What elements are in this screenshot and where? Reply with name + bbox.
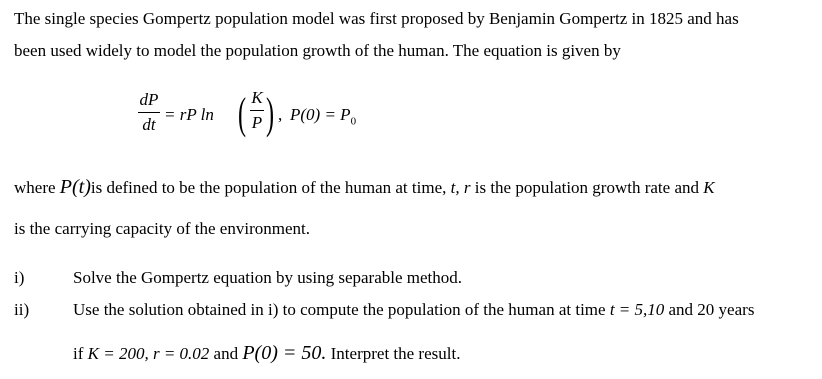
var-t: t, — [450, 178, 460, 197]
question-1-label: i) — [14, 268, 25, 287]
var-k: K — [703, 178, 715, 197]
initial-value: P(0) = 50. — [242, 342, 327, 364]
left-paren: ( — [238, 89, 247, 138]
growth-rate-text: is the population growth rate and — [474, 178, 699, 197]
var-r: r — [463, 178, 471, 197]
fraction-bar-2 — [250, 110, 264, 111]
k-over-p-fraction — [250, 88, 264, 133]
question-2-text — [73, 300, 754, 320]
question-2-line-2 — [73, 342, 460, 365]
fraction-numerator: dP — [139, 90, 159, 109]
derivative-fraction — [138, 90, 160, 135]
equation-rhs-prefix: = rP ln — [164, 105, 214, 124]
equation-comma: , — [278, 105, 283, 124]
initial-condition-subscript: 0 — [350, 115, 357, 128]
where-word: where — [14, 178, 56, 197]
fraction-denominator-p: P — [251, 113, 263, 132]
initial-condition-text: P(0) = P — [290, 105, 351, 124]
definition-text: is defined to be the population of the human at time, — [90, 178, 447, 197]
intro-line-1: The single species Gompertz population model was first proposed by Benjamin Gompertz in 1825 and has — [14, 9, 739, 28]
and-word: and — [213, 344, 239, 363]
parameter-values: K = 200, r = 0.02 — [87, 344, 210, 363]
gompertz-equation — [128, 88, 388, 154]
p-of-t: P(t) — [59, 176, 91, 198]
question-1-text: Solve the Gompertz equation by using separable method. — [73, 268, 463, 287]
question-2-label: ii) — [14, 300, 30, 319]
question-2-text-b: and 20 years — [668, 300, 755, 319]
initial-condition — [290, 105, 356, 127]
right-paren: ) — [266, 89, 275, 138]
interpret-text: Interpret the result. — [330, 344, 461, 363]
question-2-times: t = 5,10 — [609, 300, 665, 319]
fraction-numerator-k: K — [251, 88, 263, 107]
definition-line-2: is the carrying capacity of the environment. — [14, 219, 310, 238]
if-word: if — [73, 344, 84, 363]
intro-line-2: been used widely to model the population growth of the human. The equation is given by — [14, 41, 621, 60]
question-2-text-a: Use the solution obtained in i) to compute the population of the human at time — [73, 300, 606, 319]
fraction-bar — [138, 112, 160, 113]
fraction-denominator: dt — [142, 115, 156, 134]
definition-line-1 — [14, 176, 715, 199]
